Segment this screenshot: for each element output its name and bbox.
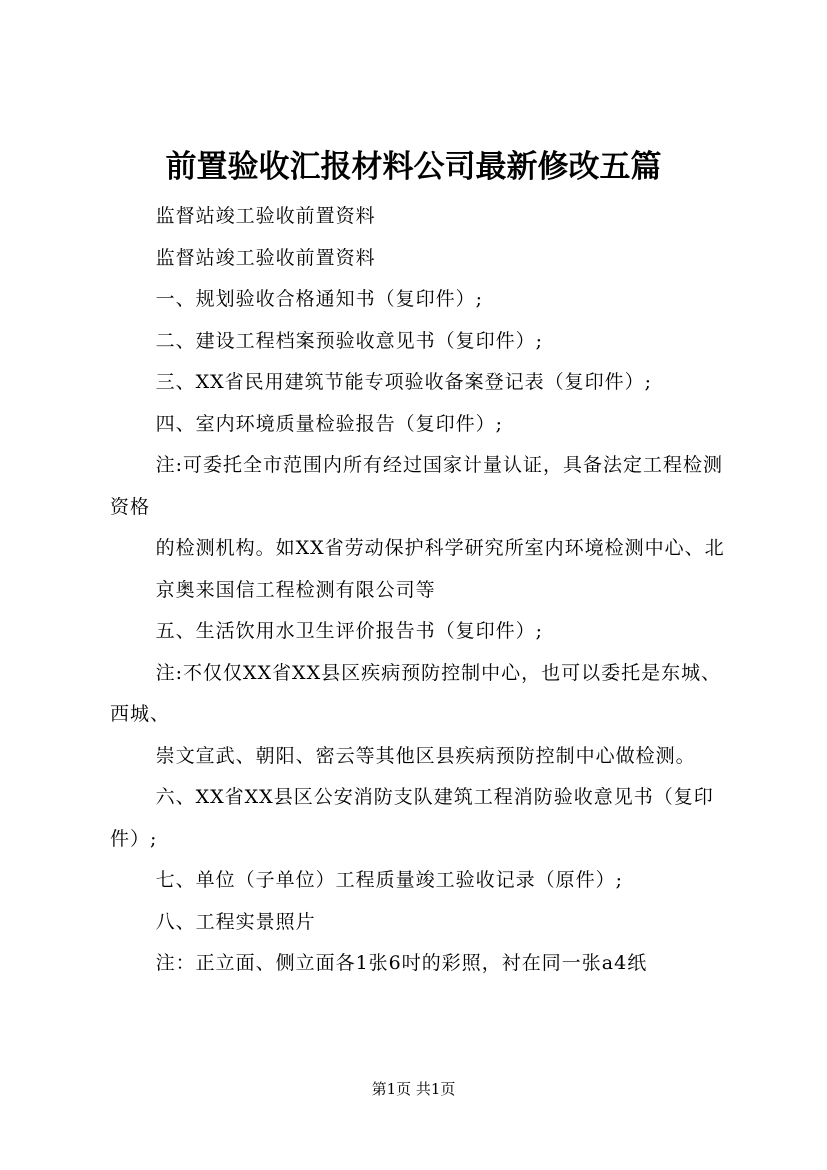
paragraph-10: 五、生活饮用水卫生评价报告书（复印件）;: [155, 620, 543, 642]
paragraph-1: 监督站竣工验收前置资料: [155, 205, 376, 227]
document-title: 前置验收汇报材料公司最新修改五篇: [165, 149, 662, 185]
paragraph-8: 的检测机构。如XX省劳动保护科学研究所室内环境检测中心、北: [155, 537, 725, 559]
paragraph-13: 六、XX省XX县区公安消防支队建筑工程消防验收意见书（复印件）;: [110, 786, 714, 850]
paragraph-9: 京奥来国信工程检测有限公司等: [155, 578, 436, 601]
paragraph-11: 注:不仅仅XX省XX县区疾病预防控制中心，也可以委托是东城、西城、: [110, 661, 722, 725]
paragraph-2: 监督站竣工验收前置资料: [155, 246, 376, 269]
paragraph-16: 注：正立面、侧立面各1张6吋的彩照，衬在同一张a4纸: [155, 952, 648, 974]
paragraph-6: 四、室内环境质量检验报告（复印件）;: [155, 412, 503, 435]
paragraph-14: 七、单位（子单位）工程质量竣工验收记录（原件）;: [155, 869, 623, 891]
document-body: [110, 196, 728, 985]
page-footer: 第1页 共1页: [371, 1080, 456, 1098]
paragraph-7: 注:可委托全市范围内所有经过国家计量认证，具备法定工程检测资格: [110, 454, 723, 518]
paragraph-12: 崇文宣武、朝阳、密云等其他区县疾病预防控制中心做检测。: [155, 744, 696, 767]
paragraph-15: 八、工程实景照片: [155, 910, 316, 933]
paragraph-3: 一、规划验收合格通知书（复印件）;: [155, 288, 483, 310]
paragraph-5: 三、XX省民用建筑节能专项验收备案登记表（复印件）;: [155, 371, 653, 393]
paragraph-4: 二、建设工程档案预验收意见书（复印件）;: [155, 329, 543, 352]
